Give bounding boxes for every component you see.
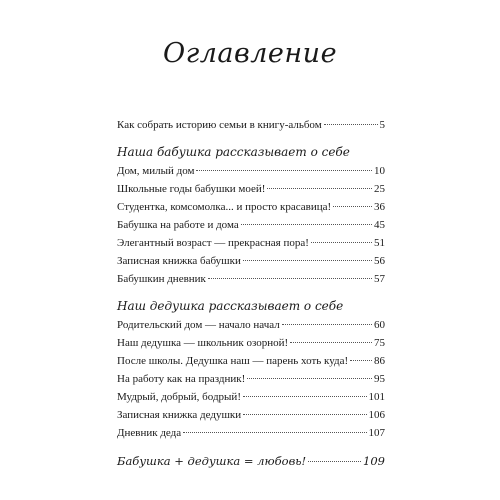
toc-entry-label: Бабушка + дедушка = любовь! bbox=[117, 454, 307, 468]
toc-entry[interactable] bbox=[117, 164, 385, 178]
dot-leader bbox=[308, 461, 361, 462]
dot-leader bbox=[243, 396, 367, 397]
toc-entry-label: Бабушкин дневник bbox=[117, 273, 206, 285]
dot-leader bbox=[241, 224, 372, 225]
toc-entry-page: 107 bbox=[368, 427, 385, 439]
section-heading-grandmother: Наша бабушка рассказывает о себе bbox=[117, 145, 350, 159]
toc-entry-label: Записная книжка бабушки bbox=[117, 255, 241, 267]
toc-entry-page: 45 bbox=[374, 219, 385, 231]
toc-entry-page: 101 bbox=[368, 391, 385, 403]
toc-entry-label: После школы. Дедушка наш — парень хоть куда! bbox=[117, 355, 349, 367]
toc-entry[interactable] bbox=[117, 408, 385, 422]
toc-entry[interactable] bbox=[117, 390, 385, 404]
toc-entry[interactable] bbox=[117, 272, 385, 286]
toc-entry-page: 10 bbox=[374, 165, 385, 177]
dot-leader bbox=[267, 188, 372, 189]
toc-entry-intro[interactable] bbox=[117, 118, 385, 132]
dot-leader bbox=[247, 378, 372, 379]
toc-entry-label: Бабушка на работе и дома bbox=[117, 219, 239, 231]
toc-entry-label: Студентка, комсомолка... и просто красавица! bbox=[117, 201, 332, 213]
toc-entry-page: 5 bbox=[379, 119, 385, 131]
dot-leader bbox=[333, 206, 372, 207]
toc-entry-page: 60 bbox=[374, 319, 385, 331]
toc-entry-page: 51 bbox=[374, 237, 385, 249]
dot-leader bbox=[290, 342, 372, 343]
toc-entry-page: 95 bbox=[374, 373, 385, 385]
toc-entry-label: Как собрать историю семьи в книгу-альбом bbox=[117, 119, 322, 131]
toc-entry-page: 109 bbox=[363, 454, 385, 468]
toc-entry[interactable] bbox=[117, 254, 385, 268]
toc-entry-label: Школьные годы бабушки моей! bbox=[117, 183, 266, 195]
section-heading-grandfather: Наш дедушка рассказывает о себе bbox=[117, 299, 344, 313]
toc-entry-label: Записная книжка дедушки bbox=[117, 409, 242, 421]
toc-entry-page: 56 bbox=[374, 255, 385, 267]
toc-entry-page: 36 bbox=[374, 201, 385, 213]
dot-leader bbox=[324, 124, 378, 125]
dot-leader bbox=[243, 260, 372, 261]
toc-entry[interactable] bbox=[117, 336, 385, 350]
toc-entry[interactable] bbox=[117, 218, 385, 232]
dot-leader bbox=[350, 360, 372, 361]
toc-entry-label: Дневник деда bbox=[117, 427, 182, 439]
toc-entry-label: Мудрый, добрый, бодрый! bbox=[117, 391, 241, 403]
dot-leader bbox=[183, 432, 366, 433]
toc-entry-page: 106 bbox=[368, 409, 385, 421]
toc-entry[interactable] bbox=[117, 318, 385, 332]
dot-leader bbox=[196, 170, 372, 171]
toc-entry-label: Дом, милый дом bbox=[117, 165, 195, 177]
toc-entry-final[interactable] bbox=[117, 454, 385, 468]
dot-leader bbox=[208, 278, 372, 279]
toc-entry[interactable] bbox=[117, 236, 385, 250]
toc-entry[interactable] bbox=[117, 372, 385, 386]
dot-leader bbox=[282, 324, 372, 325]
toc-entry-label: На работу как на праздник! bbox=[117, 373, 246, 385]
toc-entry-label: Элегантный возраст — прекрасная пора! bbox=[117, 237, 309, 249]
toc-entry[interactable] bbox=[117, 426, 385, 440]
toc-entry-label: Наш дедушка — школьник озорной! bbox=[117, 337, 289, 349]
page-title: Оглавление bbox=[162, 38, 338, 69]
toc-entry-page: 57 bbox=[374, 273, 385, 285]
toc-entry-label: Родительский дом — начало начал bbox=[117, 319, 280, 331]
toc-entry-page: 86 bbox=[374, 355, 385, 367]
toc-entry-page: 75 bbox=[374, 337, 385, 349]
dot-leader bbox=[311, 242, 372, 243]
dot-leader bbox=[243, 414, 366, 415]
toc-entry-page: 25 bbox=[374, 183, 385, 195]
toc-entry[interactable] bbox=[117, 200, 385, 214]
toc-entry[interactable] bbox=[117, 354, 385, 368]
toc-entry[interactable] bbox=[117, 182, 385, 196]
